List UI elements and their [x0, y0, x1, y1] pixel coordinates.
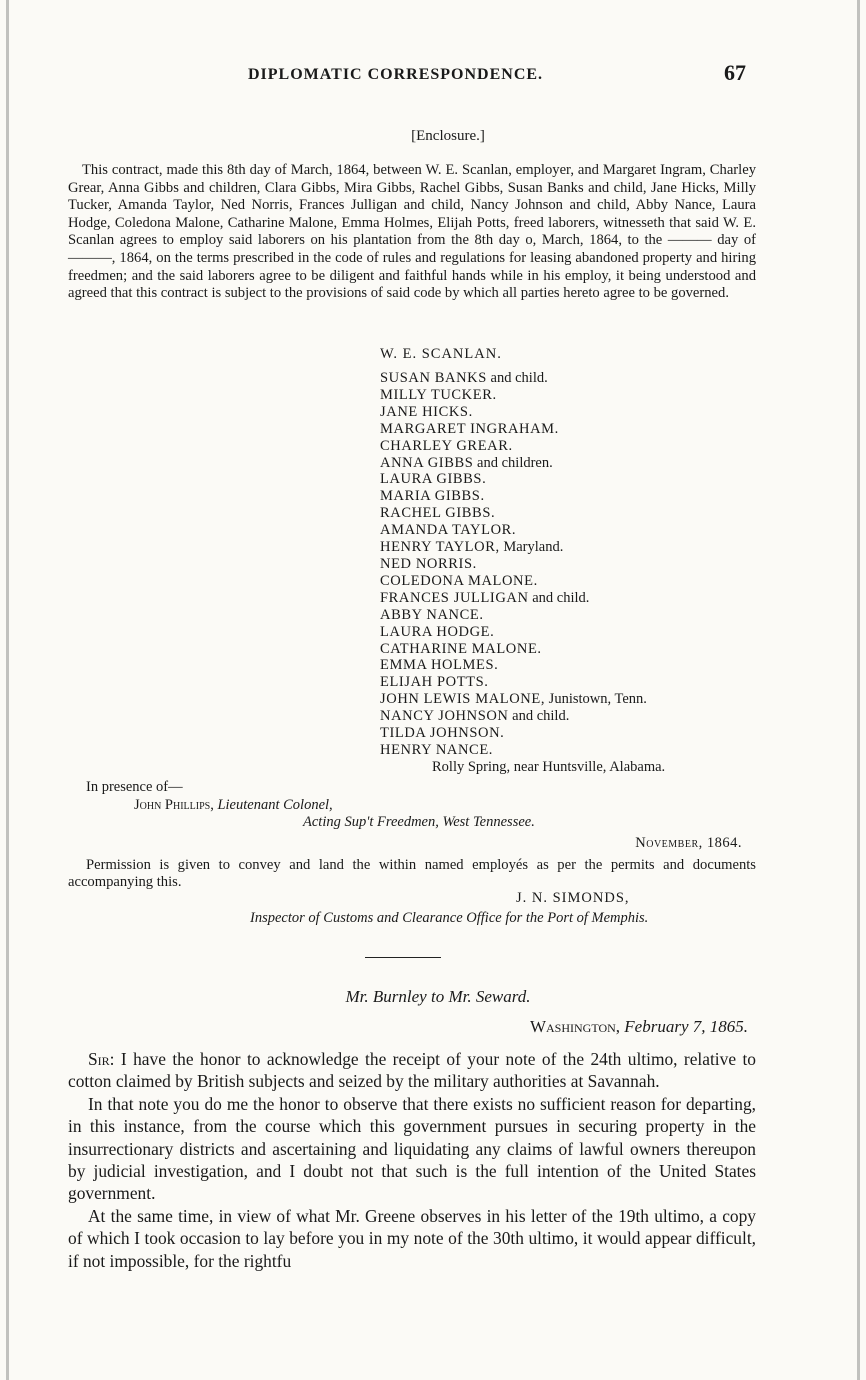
laborer-name: NED NORRIS.	[380, 555, 477, 572]
laborer-name: FRANCES JULLIGAN	[380, 589, 529, 606]
running-title: DIPLOMATIC CORRESPONDENCE.	[248, 66, 544, 83]
laborer-signature	[380, 505, 750, 522]
witness-line	[134, 797, 333, 814]
laborer-signature	[380, 573, 750, 590]
laborer-name: AMANDA TAYLOR.	[380, 522, 517, 539]
laborer-signature	[380, 641, 750, 658]
witness-title: Lieutenant Colonel,	[217, 797, 333, 813]
laborer-name: EMMA HOLMES.	[380, 657, 499, 674]
laborer-name: MARIA GIBBS.	[380, 488, 485, 505]
laborer-name: JOHN LEWIS MALONE,	[380, 691, 546, 708]
permission-paragraph: Permission is given to convey and land the within named employés as per the permits and documents accompanying this.	[68, 857, 756, 890]
letter-date: February 7, 1865.	[624, 1017, 748, 1036]
page-edge-left	[6, 0, 9, 1380]
letter-dateline	[530, 1017, 748, 1037]
laborer-name: LAURA GIBBS.	[380, 471, 487, 488]
letter-place: Washington,	[529, 1017, 621, 1036]
contract-paragraph: This contract, made this 8th day of March, 1864, between W. E. Scanlan, employer, and Margaret Ingram, Charley Grear, Anna Gibbs and children, Clara Gibbs, Mira Gibbs, Rachel Gibbs, Susan Banks and child, Jane Hicks, Milly Tucker, Amanda Taylor, Ned Norris, Frances Julligan and child, Nancy Johnson and child, Abby Nance, Laura Hodge, Coledona Malone, Catharine Malone, Emma Holmes, Elijah Potts, freed laborers, witnesseth that said W. E. Scanlan agrees to employ said laborers on his plantation from the 8th day o, March, 1864, to the ——— day of ———, 1864, on the terms prescribed in the code of rules and regulations for leasing abandoned property and hiring freedmen; and the said laborers agree to be diligent and faithful hands while in his employ, it being understood and agreed that this contract is subject to the provisions of said code by which all parties hereto agree to be governed.	[68, 162, 756, 302]
laborer-note: and child.	[508, 708, 570, 725]
laborer-signature	[380, 725, 750, 742]
laborer-name: TILDA JOHNSON.	[380, 725, 505, 742]
running-head	[0, 62, 866, 92]
inspector-title: Inspector of Customs and Clearance Office for the Port of Memphis.	[250, 910, 649, 926]
laborer-name: ABBY NANCE.	[380, 606, 484, 623]
laborer-signature	[380, 624, 750, 641]
page-number: 67	[724, 60, 746, 85]
laborer-name: CHARLEY GREAR.	[380, 437, 513, 454]
laborer-note: and child.	[486, 370, 548, 386]
laborer-name: MARGARET INGRAHAM.	[380, 420, 559, 437]
laborer-name: NANCY JOHNSON	[380, 708, 509, 725]
laborer-signature	[380, 387, 750, 404]
laborer-note: Maryland.	[499, 539, 564, 556]
laborer-name: SUSAN BANKS	[380, 370, 487, 386]
paragraph-text: I have the honor to acknowledge the receipt of your note of the 24th ultimo, relative to cotton claimed by British subjects and seized by the military authorities at Savannah.	[68, 1049, 756, 1092]
laborer-signature	[380, 691, 750, 708]
laborer-signature	[380, 708, 750, 725]
laborer-signature	[380, 438, 750, 455]
laborer-signature	[380, 539, 750, 556]
inspector-name: J. N. SIMONDS,	[516, 890, 630, 906]
salutation: Sir:	[88, 1049, 115, 1069]
laborer-list	[380, 370, 750, 759]
letter-paragraph: In that note you do me the honor to observe that there exists no sufficient reason for departing, in this instance, from the course which this government pursues in securing property in the insurrectionary districts and ascertaining and liquidating any claims of lawful owners thereupon by judicial investigation, and I doubt not that such is the full intention of the United States government.	[68, 1093, 756, 1204]
laborer-signature	[380, 556, 750, 573]
laborer-name: RACHEL GIBBS.	[380, 505, 496, 522]
laborer-note: and children.	[473, 454, 553, 471]
laborer-note: Junistown, Tenn.	[545, 691, 647, 708]
laborer-signature	[380, 404, 750, 421]
laborer-signature	[380, 657, 750, 674]
signature-place: Rolly Spring, near Huntsville, Alabama.	[432, 758, 666, 775]
laborer-name: CATHARINE MALONE.	[380, 640, 542, 657]
witness-name: John Phillips,	[134, 797, 214, 813]
witness-office: Acting Sup't Freedmen, West Tennessee.	[303, 814, 535, 830]
laborer-signature	[380, 742, 750, 759]
laborer-signature	[380, 370, 750, 387]
laborer-name: MILLY TUCKER.	[380, 386, 497, 403]
signature-block	[380, 346, 750, 776]
laborer-name: LAURA HODGE.	[380, 623, 495, 640]
laborer-signature	[380, 471, 750, 488]
permission-date: November, 1864.	[635, 835, 742, 851]
laborer-signature	[380, 522, 750, 539]
employer-signature: W. E. SCANLAN.	[380, 346, 502, 362]
laborer-name: HENRY NANCE.	[380, 741, 493, 758]
letter-body	[68, 1048, 756, 1272]
page-edge-right	[857, 0, 860, 1380]
laborer-signature	[380, 590, 750, 607]
laborer-signature	[380, 421, 750, 438]
letter-paragraph: At the same time, in view of what Mr. Greene observes in his letter of the 19th ultimo, a copy of which I took occasion to lay before you in my note of the 30th ultimo, it would appear difficult, if not impossible, for the rightfu	[68, 1205, 756, 1271]
laborer-signature	[380, 607, 750, 624]
laborer-name: ELIJAH POTTS.	[380, 674, 489, 691]
laborer-signature	[380, 488, 750, 505]
laborer-signature	[380, 455, 750, 472]
enclosure-label: [Enclosure.]	[411, 128, 485, 144]
section-divider	[365, 957, 441, 958]
laborer-name: COLEDONA MALONE.	[380, 572, 538, 589]
laborer-name: JANE HICKS.	[380, 403, 473, 420]
laborer-signature	[380, 674, 750, 691]
laborer-name: HENRY TAYLOR,	[380, 539, 500, 556]
laborer-note: and child.	[528, 589, 590, 606]
witness-label: In presence of—	[86, 779, 183, 795]
laborer-name: ANNA GIBBS	[380, 454, 474, 471]
letter-heading: Mr. Burnley to Mr. Seward.	[345, 987, 531, 1006]
letter-paragraph	[68, 1048, 756, 1093]
